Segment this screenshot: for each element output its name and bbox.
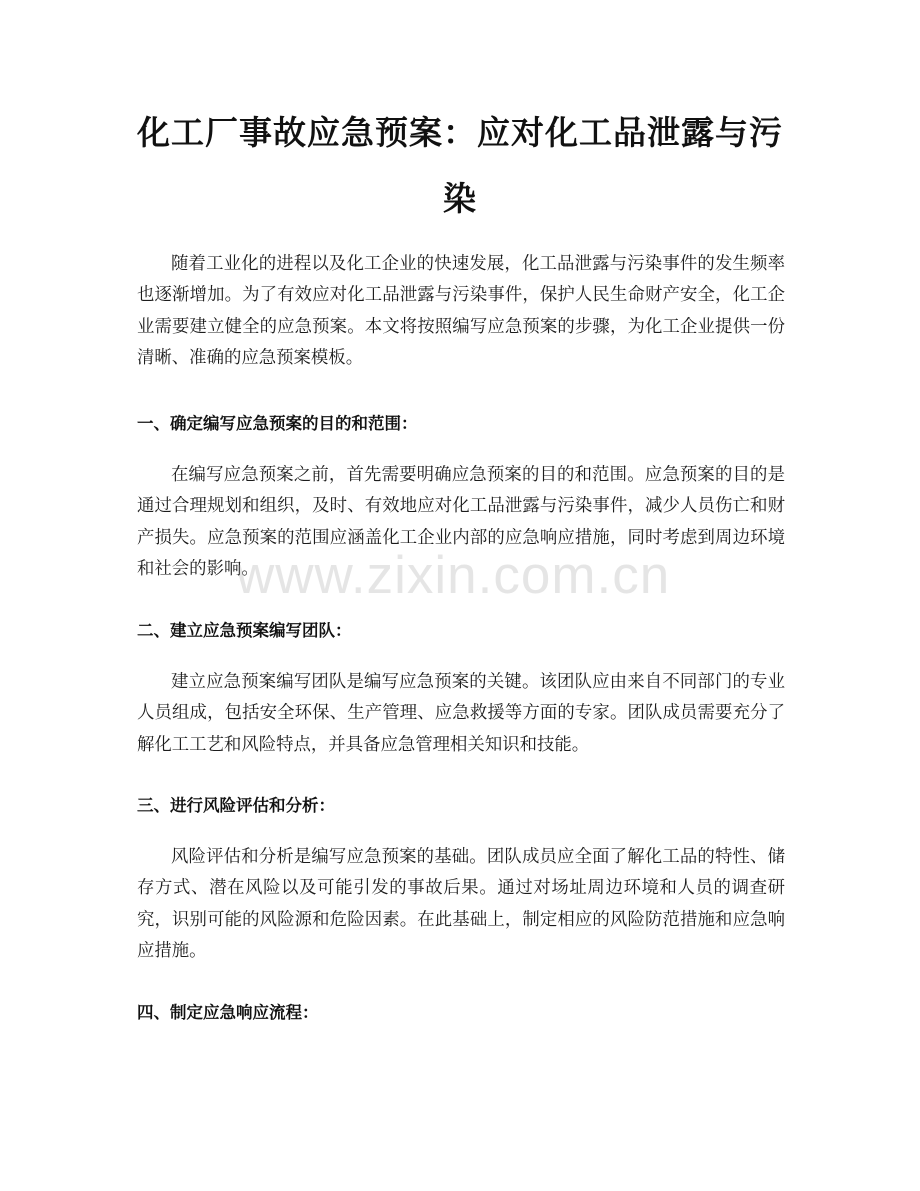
watermark: www.zixin.com.cn xyxy=(236,546,671,605)
section-heading-4: 四、制定应急响应流程： xyxy=(137,1003,319,1022)
section-heading-1: 一、确定编写应急预案的目的和范围： xyxy=(137,414,418,433)
intro-paragraph: 随着工业化的进程以及化工企业的快速发展，化工品泄露与污染事件的发生频率也逐渐增加。为了有效应对化工品泄露与污染事件，保护人民生命财产安全，化工企业需要建立健全的应急预案。本文将按照编写应急预案的步骤，为化工企业提供一份清晰、准确的应急预案模板。 xyxy=(137,254,785,368)
section-body-3: 风险评估和分析是编写应急预案的基础。团队成员应全面了解化工品的特性、储存方式、潜在风险以及可能引发的事故后果。通过对场址周边环境和人员的调查研究，识别可能的风险源和危险因素。在此基础上，制定相应的风险防范措施和应急响应措施。 xyxy=(137,847,785,961)
section-body-1: 在编写应急预案之前，首先需要明确应急预案的目的和范围。应急预案的目的是通过合理规划和组织，及时、有效地应对化工品泄露与污染事件，减少人员伤亡和财产损失。应急预案的范围应涵盖化工企业内部的应急响应措施，同时考虑到周边环境和社会的影响。 xyxy=(137,465,785,579)
section-body-2: 建立应急预案编写团队是编写应急预案的关键。该团队应由来自不同部门的专业人员组成，包括安全环保、生产管理、应急救援等方面的专家。团队成员需要充分了解化工工艺和风险特点，并具备应急管理相关知识和技能。 xyxy=(137,672,785,755)
document-title: 化工厂事故应急预案：应对化工品泄露与污染 xyxy=(137,113,783,218)
section-heading-3: 三、进行风险评估和分析： xyxy=(137,796,335,815)
section-heading-2: 二、建立应急预案编写团队： xyxy=(137,621,352,640)
